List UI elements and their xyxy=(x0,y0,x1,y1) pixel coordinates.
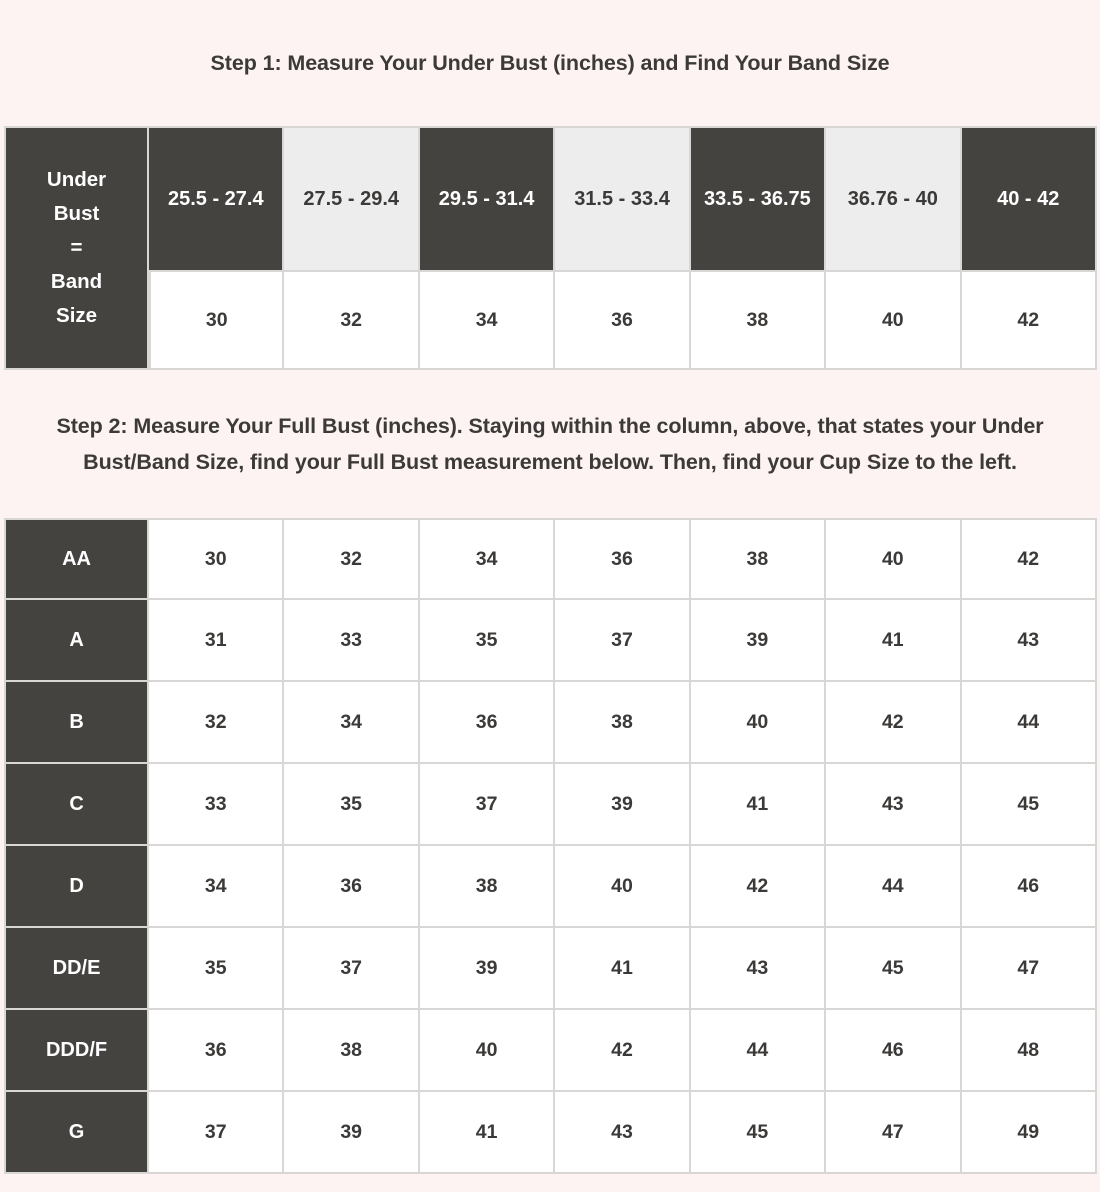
full-bust-value: 42 xyxy=(555,1010,690,1092)
full-bust-value: 40 xyxy=(555,846,690,928)
full-bust-value: 46 xyxy=(962,846,1097,928)
full-bust-value: 41 xyxy=(420,1092,555,1174)
band-size-2: 34 xyxy=(420,272,555,370)
full-bust-value: 36 xyxy=(284,846,419,928)
full-bust-value: 30 xyxy=(149,518,284,600)
table-row xyxy=(4,682,1097,764)
under-bust-range-1: 27.5 - 29.4 xyxy=(284,126,419,272)
band-size-3: 36 xyxy=(555,272,690,370)
cup-size-label: G xyxy=(4,1092,149,1174)
full-bust-value: 39 xyxy=(284,1092,419,1174)
full-bust-value: 43 xyxy=(826,764,961,846)
full-bust-value: 35 xyxy=(284,764,419,846)
cup-size-table xyxy=(4,518,1097,1174)
table-row xyxy=(4,846,1097,928)
under-bust-range-0: 25.5 - 27.4 xyxy=(149,126,284,272)
band-row-label-line-4: Size xyxy=(56,304,98,327)
full-bust-value: 37 xyxy=(420,764,555,846)
under-bust-range-2: 29.5 - 31.4 xyxy=(420,126,555,272)
full-bust-value: 39 xyxy=(420,928,555,1010)
band-row-label-line-0: Under xyxy=(46,168,107,191)
cup-size-label: B xyxy=(4,682,149,764)
full-bust-value: 45 xyxy=(691,1092,826,1174)
full-bust-value: 47 xyxy=(962,928,1097,1010)
full-bust-value: 44 xyxy=(962,682,1097,764)
band-size-6: 42 xyxy=(962,272,1097,370)
full-bust-value: 33 xyxy=(284,600,419,682)
full-bust-value: 40 xyxy=(691,682,826,764)
band-size-table xyxy=(4,126,1097,370)
full-bust-value: 36 xyxy=(149,1010,284,1092)
cup-size-label: C xyxy=(4,764,149,846)
full-bust-value: 40 xyxy=(420,1010,555,1092)
full-bust-value: 45 xyxy=(962,764,1097,846)
full-bust-value: 37 xyxy=(555,600,690,682)
full-bust-value: 49 xyxy=(962,1092,1097,1174)
full-bust-value: 39 xyxy=(555,764,690,846)
table-row xyxy=(4,600,1097,682)
full-bust-value: 39 xyxy=(691,600,826,682)
full-bust-value: 48 xyxy=(962,1010,1097,1092)
under-bust-range-5: 36.76 - 40 xyxy=(826,126,961,272)
band-row-label-line-3: Band xyxy=(50,270,103,293)
full-bust-value: 47 xyxy=(826,1092,961,1174)
full-bust-value: 40 xyxy=(826,518,961,600)
band-size-5: 40 xyxy=(826,272,961,370)
cup-size-label: DD/E xyxy=(4,928,149,1010)
full-bust-value: 37 xyxy=(284,928,419,1010)
full-bust-value: 41 xyxy=(691,764,826,846)
table-row xyxy=(4,1092,1097,1174)
full-bust-value: 38 xyxy=(691,518,826,600)
table-row xyxy=(4,518,1097,600)
full-bust-value: 41 xyxy=(826,600,961,682)
full-bust-value: 38 xyxy=(555,682,690,764)
band-size-row xyxy=(4,272,1097,370)
cup-size-label: DDD/F xyxy=(4,1010,149,1092)
full-bust-value: 31 xyxy=(149,600,284,682)
band-size-1: 32 xyxy=(284,272,419,370)
full-bust-value: 38 xyxy=(420,846,555,928)
full-bust-value: 36 xyxy=(420,682,555,764)
band-row-label xyxy=(4,126,149,370)
full-bust-value: 33 xyxy=(149,764,284,846)
under-bust-range-4: 33.5 - 36.75 xyxy=(691,126,826,272)
full-bust-value: 32 xyxy=(284,518,419,600)
full-bust-value: 34 xyxy=(284,682,419,764)
under-bust-range-3: 31.5 - 33.4 xyxy=(555,126,690,272)
full-bust-value: 41 xyxy=(555,928,690,1010)
band-header-row xyxy=(4,126,1097,272)
step2-heading-text: Step 2: Measure Your Full Bust (inches). Staying within the column, above, that states your Under Bust/Band Size, find your Full Bust measurement below. Then, find your Cup Size to the left. xyxy=(56,414,1044,474)
full-bust-value: 43 xyxy=(691,928,826,1010)
cup-size-label: A xyxy=(4,600,149,682)
step2-heading xyxy=(0,370,1100,518)
full-bust-value: 37 xyxy=(149,1092,284,1174)
table-row xyxy=(4,928,1097,1010)
cup-size-label: D xyxy=(4,846,149,928)
full-bust-value: 34 xyxy=(420,518,555,600)
table-row xyxy=(4,764,1097,846)
under-bust-range-6: 40 - 42 xyxy=(962,126,1097,272)
full-bust-value: 43 xyxy=(555,1092,690,1174)
band-size-0: 30 xyxy=(149,272,284,370)
band-row-label-line-2: = xyxy=(70,236,83,259)
full-bust-value: 46 xyxy=(826,1010,961,1092)
step1-heading-text: Step 1: Measure Your Under Bust (inches) and Find Your Band Size xyxy=(210,50,890,75)
band-row-label-line-1: Bust xyxy=(53,202,100,225)
full-bust-value: 43 xyxy=(962,600,1097,682)
full-bust-value: 34 xyxy=(149,846,284,928)
step1-heading xyxy=(0,0,1100,126)
full-bust-value: 45 xyxy=(826,928,961,1010)
full-bust-value: 42 xyxy=(962,518,1097,600)
full-bust-value: 32 xyxy=(149,682,284,764)
full-bust-value: 35 xyxy=(420,600,555,682)
full-bust-value: 38 xyxy=(284,1010,419,1092)
full-bust-value: 36 xyxy=(555,518,690,600)
full-bust-value: 35 xyxy=(149,928,284,1010)
cup-size-label: AA xyxy=(4,518,149,600)
table-row xyxy=(4,1010,1097,1092)
full-bust-value: 42 xyxy=(826,682,961,764)
band-size-4: 38 xyxy=(691,272,826,370)
full-bust-value: 44 xyxy=(826,846,961,928)
full-bust-value: 42 xyxy=(691,846,826,928)
full-bust-value: 44 xyxy=(691,1010,826,1092)
